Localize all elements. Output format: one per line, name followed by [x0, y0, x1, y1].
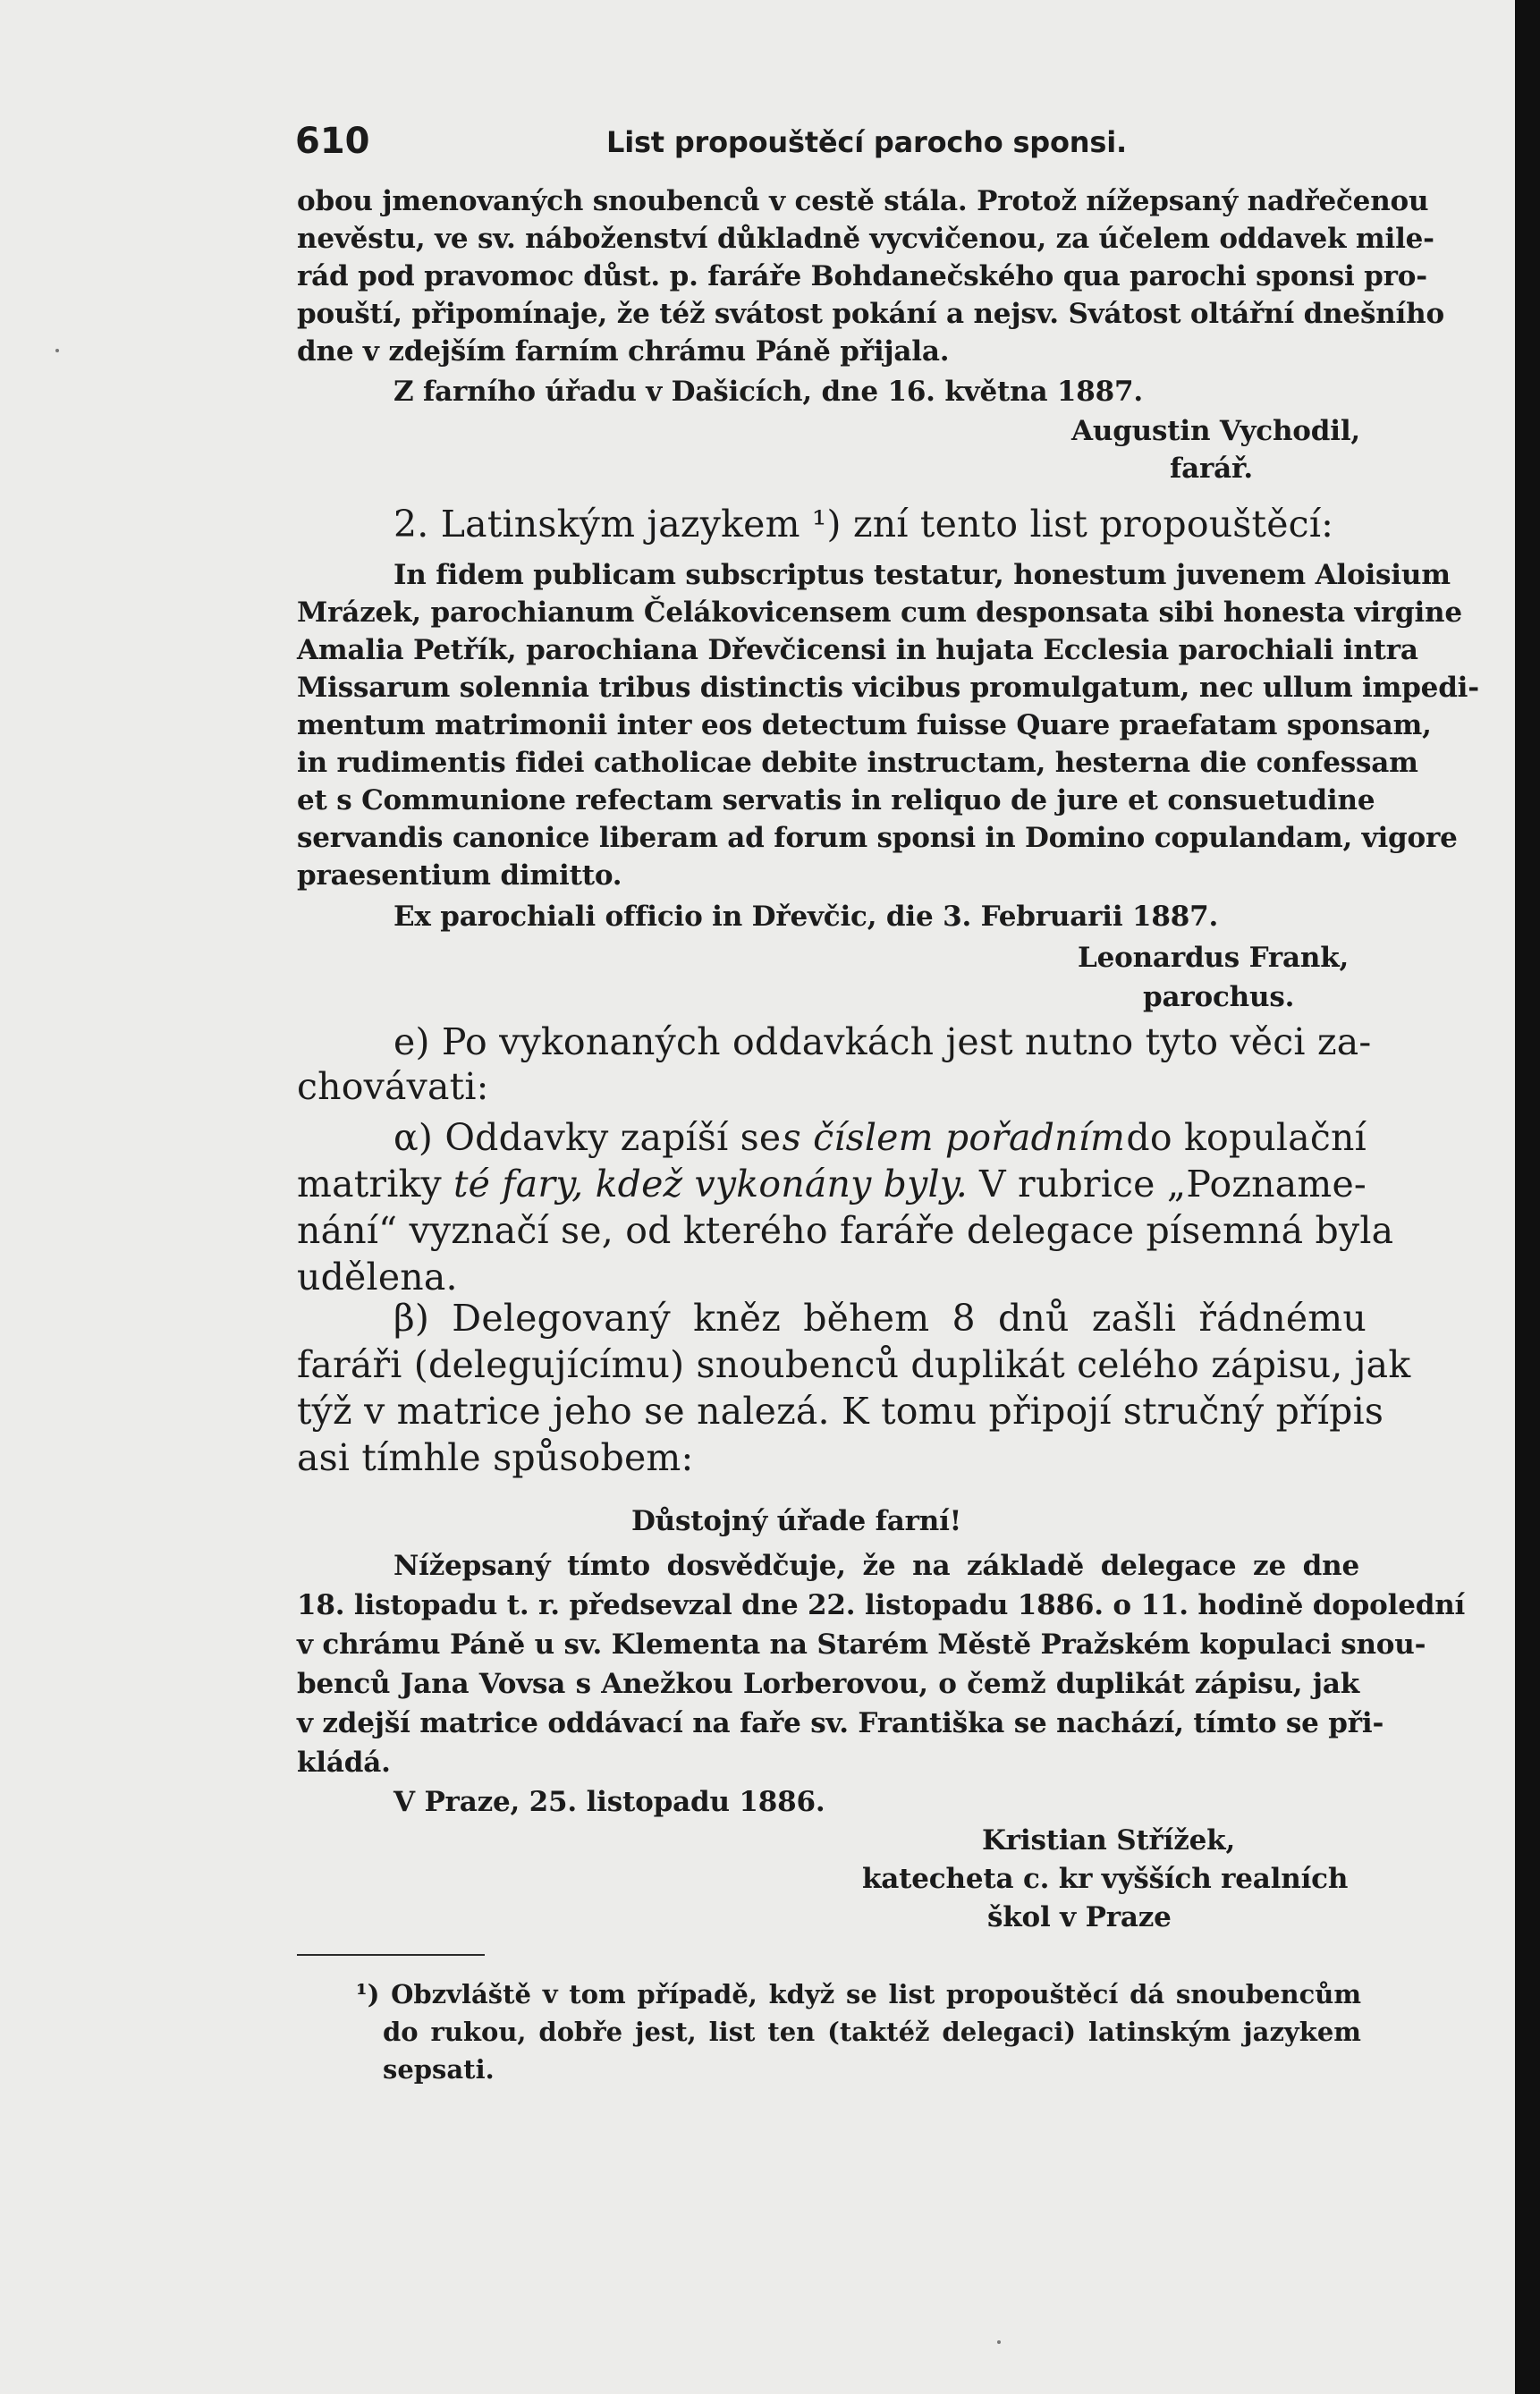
signature-title: parochus. [1143, 981, 1295, 1013]
text-line: udělena. [297, 1256, 458, 1299]
footnote-line: sepsati. [383, 2054, 495, 2085]
text-line: dne v zdejším farním chrámu Páně přijala. [297, 335, 950, 368]
scan-edge [1515, 0, 1540, 2394]
text-line: benců Jana Vovsa s Anežkou Lorberovou, o čemž duplikát zápisu, jak [297, 1668, 1359, 1700]
text-line: in rudimentis fidei catholicae debite instructam, hesterna die confessam [297, 747, 1418, 779]
text-line: v chrámu Páně u sv. Klementa na Starém Městě Pražském kopulaci snou- [297, 1628, 1426, 1661]
text-run: V rubrice „Poznamе- [979, 1163, 1367, 1205]
text-line: Amalia Petřík, parochiana Dřevčicensi in hujata Ecclesia parochiali intra [297, 634, 1418, 666]
salutation: Důstojný úřade farní! [631, 1505, 962, 1537]
text-line: chovávati: [297, 1065, 489, 1108]
text-line: týž v matrice jeho se nalezá. K tomu připojí stručný přípis [297, 1390, 1384, 1433]
text-line: faráři (delegujícímu) snoubenců duplikát celého zápisu, jak [297, 1343, 1411, 1386]
text-line: nání“ vyznačí se, od kterého faráře delegace písemná byla [297, 1209, 1394, 1252]
text-line: 18. listopadu t. r. předsevzal dne 22. listopadu 1886. o 11. hodině dopolední [297, 1589, 1466, 1621]
text-line: rád pod pravomoc důst. p. faráře Bohdanečského qua parochi sponsi pro- [297, 260, 1427, 292]
text-line: kládá. [297, 1747, 391, 1779]
text-line: servandis canonice liberam ad forum sponsi in Domino copulandam, vigore [297, 822, 1458, 854]
text-line [297, 1163, 1367, 1205]
signature-name: Leonardus Frank, [1078, 942, 1350, 974]
text-line: et s Communione refectam servatis in reliquo de jure et consuetudine [297, 784, 1375, 816]
text-line: β) Delegovaný kněz během 8 dnů zašli řádnému [393, 1297, 1367, 1340]
text-line: Missarum solennia tribus distinctis vicibus promulgatum, nec ullum impedi- [297, 672, 1479, 704]
text-line: v zdejší matrice oddávací na faře sv. Františka se nachází, tímto se při- [297, 1707, 1384, 1739]
footnote-line: ¹) Obzvláště v tom případě, když se list propouštěcí dá snoubencům [356, 1979, 1361, 2009]
text-run: α) Oddavky zapíší se [393, 1116, 782, 1159]
text-line: nevěstu, ve sv. náboženství důkladně vycvičenou, za účelem oddavek mile- [297, 223, 1434, 255]
text-line: pouští, připomínaje, že též svátost pokání a nejsv. Svátost oltářní dnešního [297, 298, 1444, 330]
signature-title: škol v Praze [987, 1901, 1172, 1933]
text-run-italic: s číslem pořadním [782, 1116, 1126, 1159]
dateline: Z farního úřadu v Dašicích, dne 16. května 1887. [393, 376, 1143, 408]
text-line [393, 1116, 1367, 1159]
text-line: asi tímhle spůsobem: [297, 1436, 694, 1479]
speck [997, 2340, 1001, 2344]
text-run-italic: té fary, kdež vykonány byly. [453, 1163, 968, 1205]
text-run: do kopulační [1126, 1116, 1367, 1159]
footnote-rule [297, 1954, 485, 1956]
text-line: Mrázek, parochianum Čelákovicensem cum desponsata sibi honesta virgine [297, 596, 1462, 629]
signature-title: katecheta c. kr vyšších realních [862, 1863, 1349, 1895]
text-line: Nížepsaný tímto dosvědčuje, že na základě delegace ze dne [393, 1550, 1359, 1582]
dateline: V Praze, 25. listopadu 1886. [393, 1786, 825, 1818]
page-number: 610 [295, 121, 370, 162]
text-line: In fidem publicam subscriptus testatur, honestum juvenem Aloisium [393, 559, 1451, 591]
text-line: praesentium dimitto. [297, 859, 622, 892]
dateline: Ex parochiali officio in Dřevčic, die 3. Februarii 1887. [393, 901, 1219, 933]
footnote-line: do rukou, dobře jest, list ten (taktéž delegaci) latinským jazykem [383, 2017, 1361, 2047]
text-run: matriky [297, 1163, 442, 1205]
signature-title: farář. [1170, 453, 1253, 485]
running-head: List propouštěcí parocho sponsi. [606, 125, 1127, 159]
speck [55, 349, 59, 352]
section-heading: 2. Latinským jazykem ¹) zní tento list propouštěcí: [393, 503, 1334, 546]
signature-name: Kristian Střížek, [982, 1824, 1236, 1857]
text-line: e) Po vykonaných oddavkách jest nutno tyto věci za- [393, 1020, 1372, 1063]
text-line: mentum matrimonii inter eos detectum fuisse Quare praefatam sponsam, [297, 709, 1432, 741]
signature-name: Augustin Vychodil, [1071, 415, 1361, 447]
text-line: obou jmenovaných snoubenců v cestě stála. Protož nížepsaný nadřečenou [297, 185, 1429, 217]
